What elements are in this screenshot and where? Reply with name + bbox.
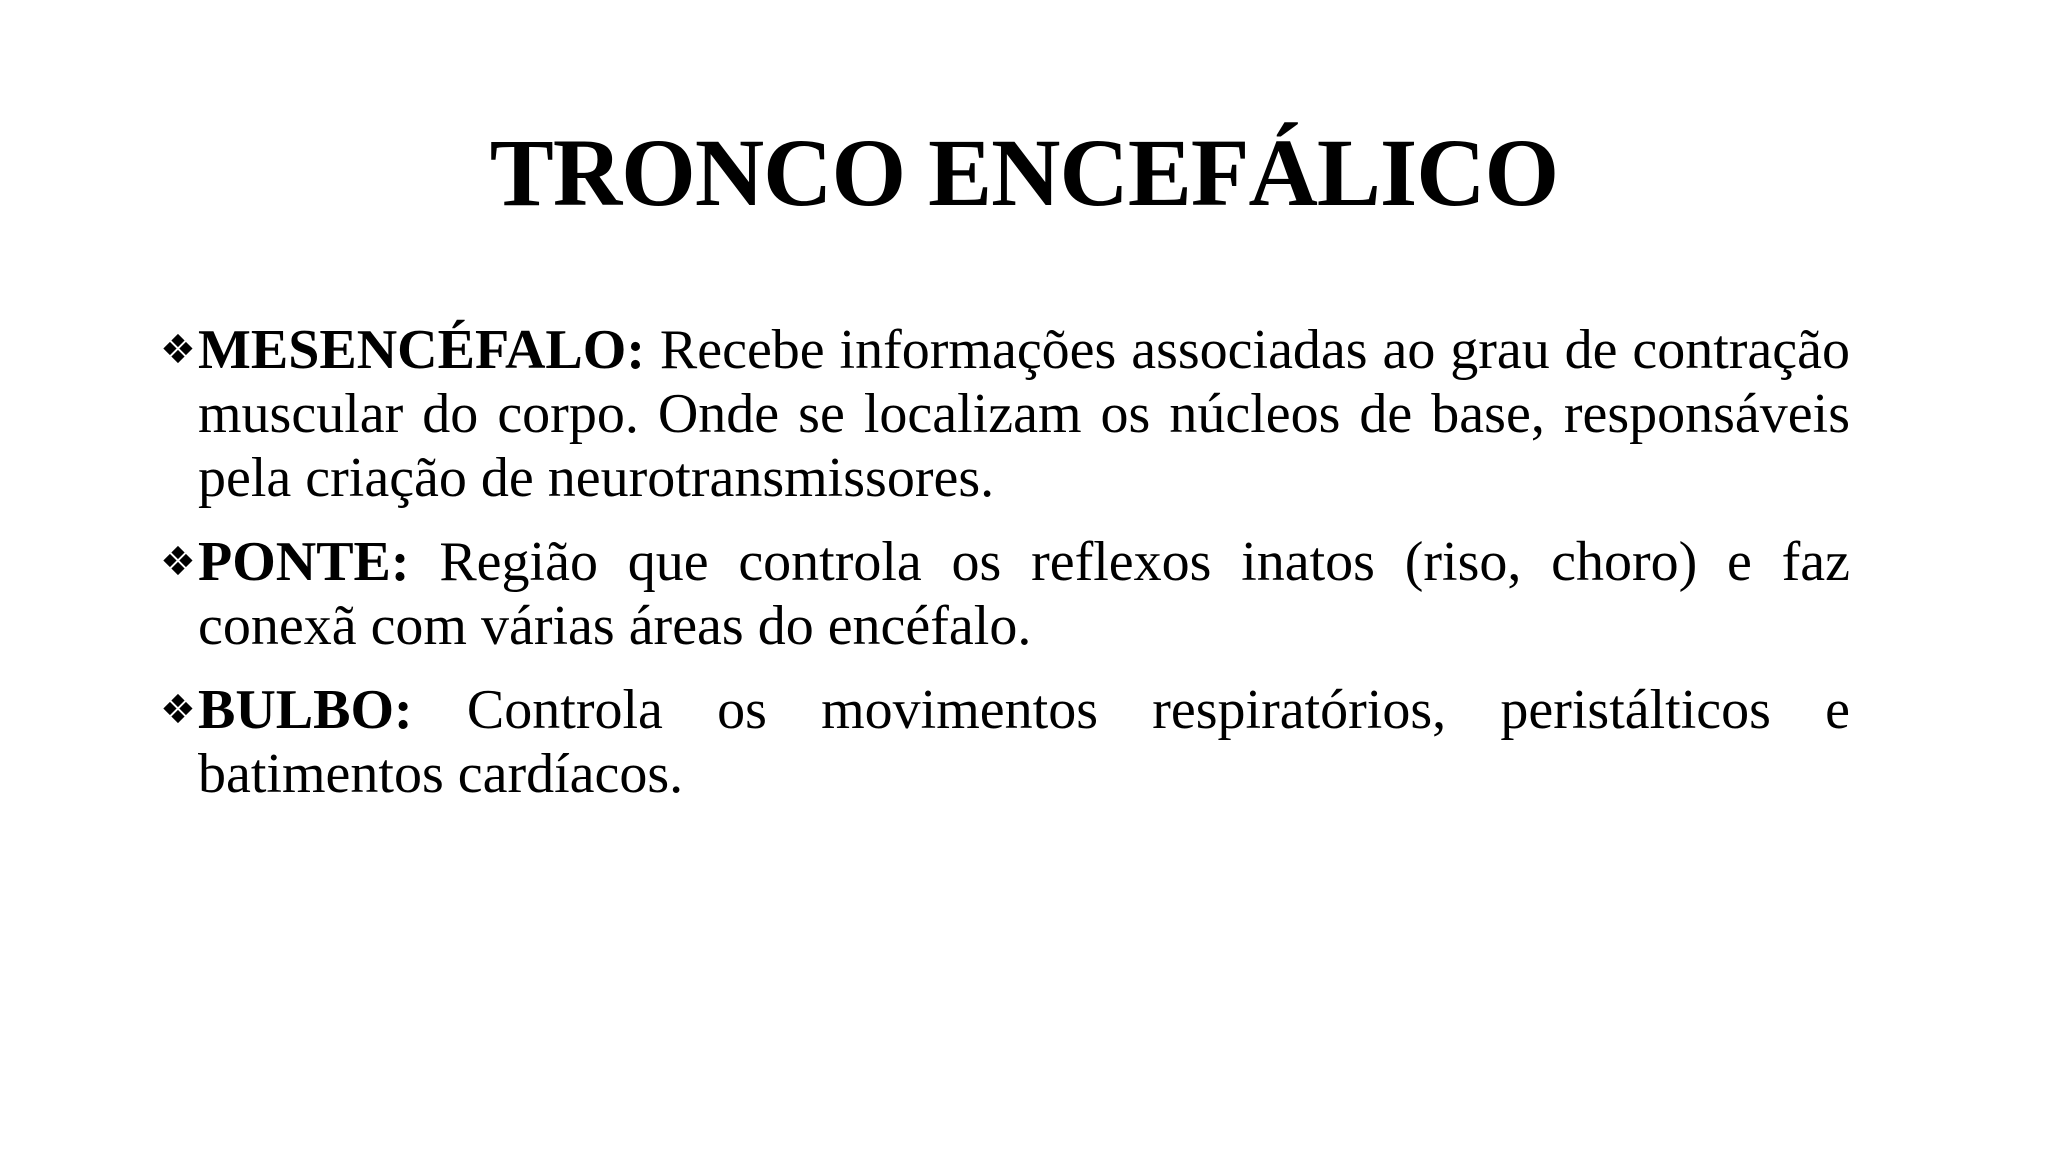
bullet-list	[160, 318, 1850, 826]
bullet-item-ponte	[160, 530, 1850, 658]
bullet-text: Região que controla os reflexos inatos (riso, choro) e faz conexã com várias áreas do encéfalo.	[198, 531, 1851, 657]
diamond-bullet-icon: ❖	[160, 687, 196, 733]
bullet-item-bulbo	[160, 678, 1850, 806]
diamond-bullet-icon: ❖	[160, 327, 196, 373]
bullet-term: MESENCÉFALO:	[198, 319, 660, 381]
slide-title: TRONCO ENCEFÁLICO	[489, 119, 1559, 226]
bullet-term: BULBO:	[198, 679, 467, 741]
diamond-bullet-icon: ❖	[160, 539, 196, 585]
bullet-item-mesencefalo	[160, 318, 1850, 510]
bullet-term: PONTE:	[198, 531, 440, 593]
bullet-text: Recebe informações associadas ao grau de contração muscular do corpo. Onde se localizam os núcleos de base, responsáveis pela criação de neurotransmissores.	[198, 319, 1850, 509]
bullet-text: Controla os movimentos respiratórios, peristálticos e batimentos cardíacos.	[198, 679, 1851, 805]
